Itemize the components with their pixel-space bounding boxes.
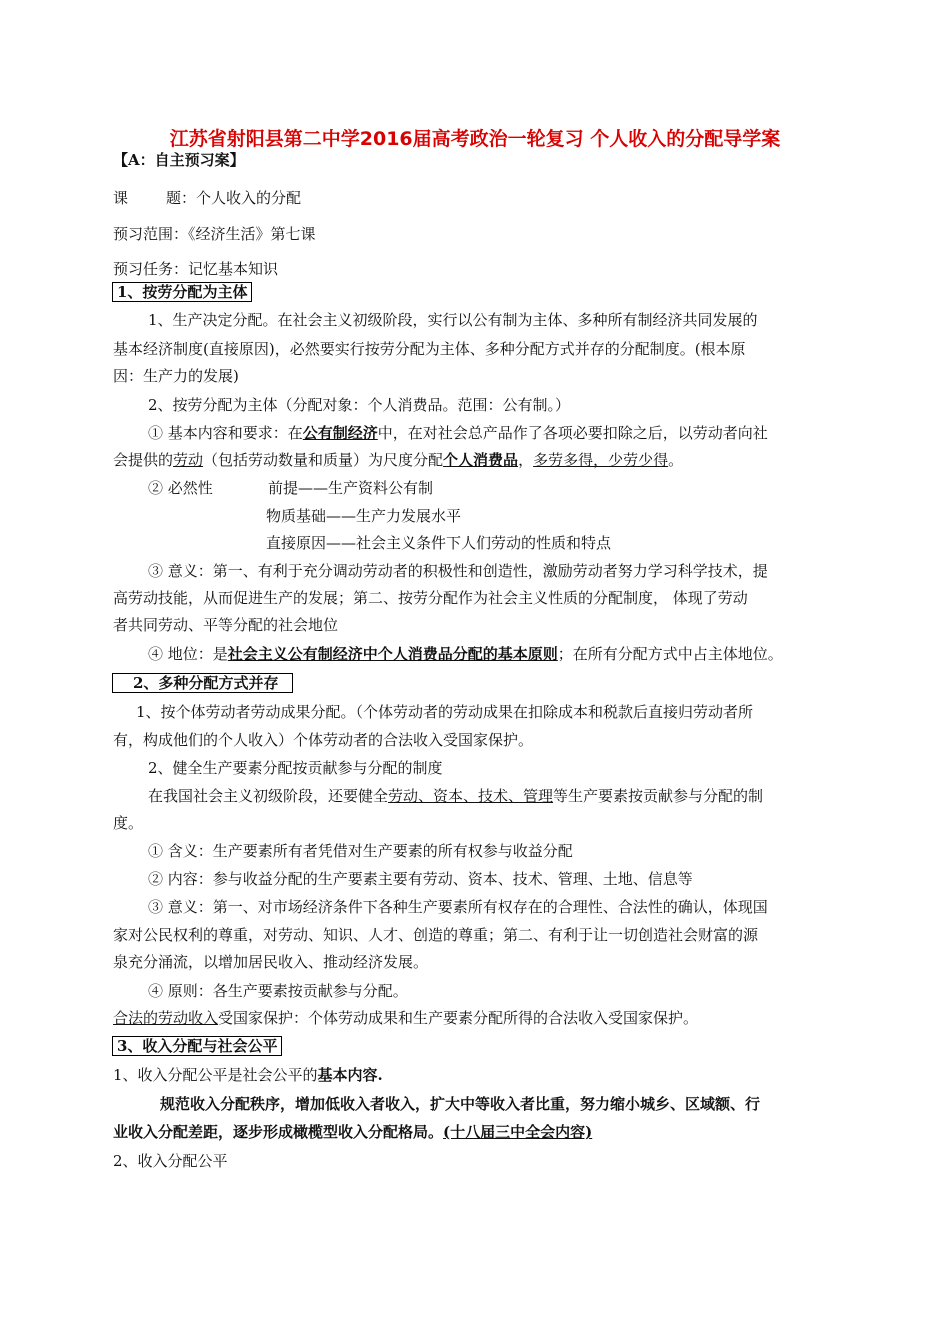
s3-para2-line2: 业收入分配差距，逐步形成橄榄型收入分配格局。(十八届三中全会内容) <box>113 1123 593 1141</box>
s2-c3-line2: 家对公民权利的尊重，对劳动、知识、人才、创造的尊重；第二、有利于让一切创造社会财富的源 <box>113 926 759 944</box>
s2-para3-line1: 在我国社会主义初级阶段，还要健全劳动、资本、技术、管理等生产要素按贡献参与分配的制 <box>148 787 764 805</box>
s2-c2: ② 内容：参与收益分配的生产要素主要有劳动、资本、技术、管理、土地、信息等 <box>148 870 693 888</box>
s2-para1-line2: 有，构成他们的个人收入）个体劳动者的合法收入受国家保护。 <box>113 731 534 749</box>
s2-c3-line1: ③ 意义：第一、对市场经济条件下各种生产要素所有权存在的合理性、合法性的确认，体现国 <box>148 898 768 916</box>
s1-c2-row2: 物质基础——生产力发展水平 <box>266 507 462 525</box>
s1-para1-line2: 基本经济制度(直接原因)，必然要实行按劳分配为主体、多种分配方式并存的分配制度。(根本原 <box>113 340 746 358</box>
s1-para1-line3: 因：生产力的发展) <box>113 367 239 385</box>
topic-line <box>113 188 301 208</box>
task-line: 预习任务：记忆基本知识 <box>113 260 279 278</box>
s1-c3-line1: ③ 意义：第一、有利于充分调动劳动者的积极性和创造性，激励劳动者努力学习科学技术，提 <box>148 562 768 580</box>
emph-consumer-goods: 个人消费品 <box>443 451 519 469</box>
s2-para1-line1: 1、按个体劳动者劳动成果分配。（个体劳动者的劳动成果在扣除成本和税款后直接归劳动者所 <box>136 703 754 721</box>
emph-factors: 劳动、资本、技术、管理 <box>388 787 554 805</box>
section-1-heading: 1、按劳分配为主体 <box>112 282 252 302</box>
s2-c4: ④ 原则：各生产要素按贡献参与分配。 <box>148 982 408 1000</box>
s3-para2-line1: 规范收入分配秩序，增加低收入者收入，扩大中等收入者比重，努力缩小城乡、区域额、行 <box>160 1095 761 1113</box>
s1-c2-row1: 前提——生产资料公有制 <box>268 479 434 497</box>
s2-para3-line2: 度。 <box>113 814 144 832</box>
document-title: 江苏省射阳县第二中学2016届高考政治一轮复习 个人收入的分配导学案 <box>169 128 781 150</box>
s1-para1-line1: 1、生产决定分配。在社会主义初级阶段，实行以公有制为主体、多种所有制经济共同发展的 <box>148 311 758 329</box>
s1-c4: ④ 地位：是社会主义公有制经济中个人消费品分配的基本原则；在所有分配方式中占主体地位。 <box>148 645 783 663</box>
scope-line: 预习范围：《经济生活》第七课 <box>113 225 316 243</box>
s1-c1-line2: 会提供的劳动（包括劳动数量和质量）为尺度分配个人消费品，多劳多得，少劳少得。 <box>113 451 684 469</box>
s1-c3-line3: 者共同劳动、平等分配的社会地位 <box>113 616 339 634</box>
section-a-label: 【A：自主预习案】 <box>113 151 245 169</box>
s1-para2: 2、按劳分配为主体（分配对象：个人消费品。范围：公有制。） <box>148 396 571 414</box>
emph-public-ownership: 公有制经济 <box>302 424 378 442</box>
s1-c2-row3: 直接原因——社会主义条件下人们劳动的性质和特点 <box>266 534 612 552</box>
s2-c3-line3: 泉充分涌流，以增加居民收入、推动经济发展。 <box>113 953 429 971</box>
emph-legal-income: 合法的劳动收入 <box>113 1009 219 1027</box>
emph-basic-principle: 社会主义公有制经济中个人消费品分配的基本原则 <box>227 645 558 663</box>
topic-value: 题：个人收入的分配 <box>166 189 302 207</box>
s1-c1-line1: ① 基本内容和要求：在公有制经济中，在对社会总产品作了各项必要扣除之后，以劳动者向社 <box>148 424 768 442</box>
s2-legal-income: 合法的劳动收入受国家保护：个体劳动成果和生产要素分配所得的合法收入受国家保护。 <box>113 1009 699 1027</box>
section-3-heading: 3、收入分配与社会公平 <box>112 1036 282 1056</box>
s3-para1: 1、收入分配公平是社会公平的基本内容. <box>113 1066 383 1084</box>
s1-c2-label: ② 必然性 <box>148 479 213 497</box>
emph-basic-content: 基本内容. <box>317 1066 383 1084</box>
emph-more-work-more-pay: 多劳多得，少劳少得 <box>533 451 669 469</box>
emph-labor: 劳动 <box>173 451 204 469</box>
s3-para3: 2、收入分配公平 <box>113 1152 228 1170</box>
topic-label: 课 <box>113 189 129 207</box>
s1-c3-line2: 高劳动技能，从而促进生产的发展；第二、按劳分配作为社会主义性质的分配制度， 体现了劳动 <box>113 589 748 607</box>
s2-c1: ① 含义：生产要素所有者凭借对生产要素的所有权参与收益分配 <box>148 842 573 860</box>
section-2-heading: 2、多种分配方式并存 <box>112 673 293 693</box>
s2-para2: 2、健全生产要素分配按贡献参与分配的制度 <box>148 759 443 777</box>
emph-plenum-note: (十八届三中全会内容) <box>443 1123 593 1141</box>
